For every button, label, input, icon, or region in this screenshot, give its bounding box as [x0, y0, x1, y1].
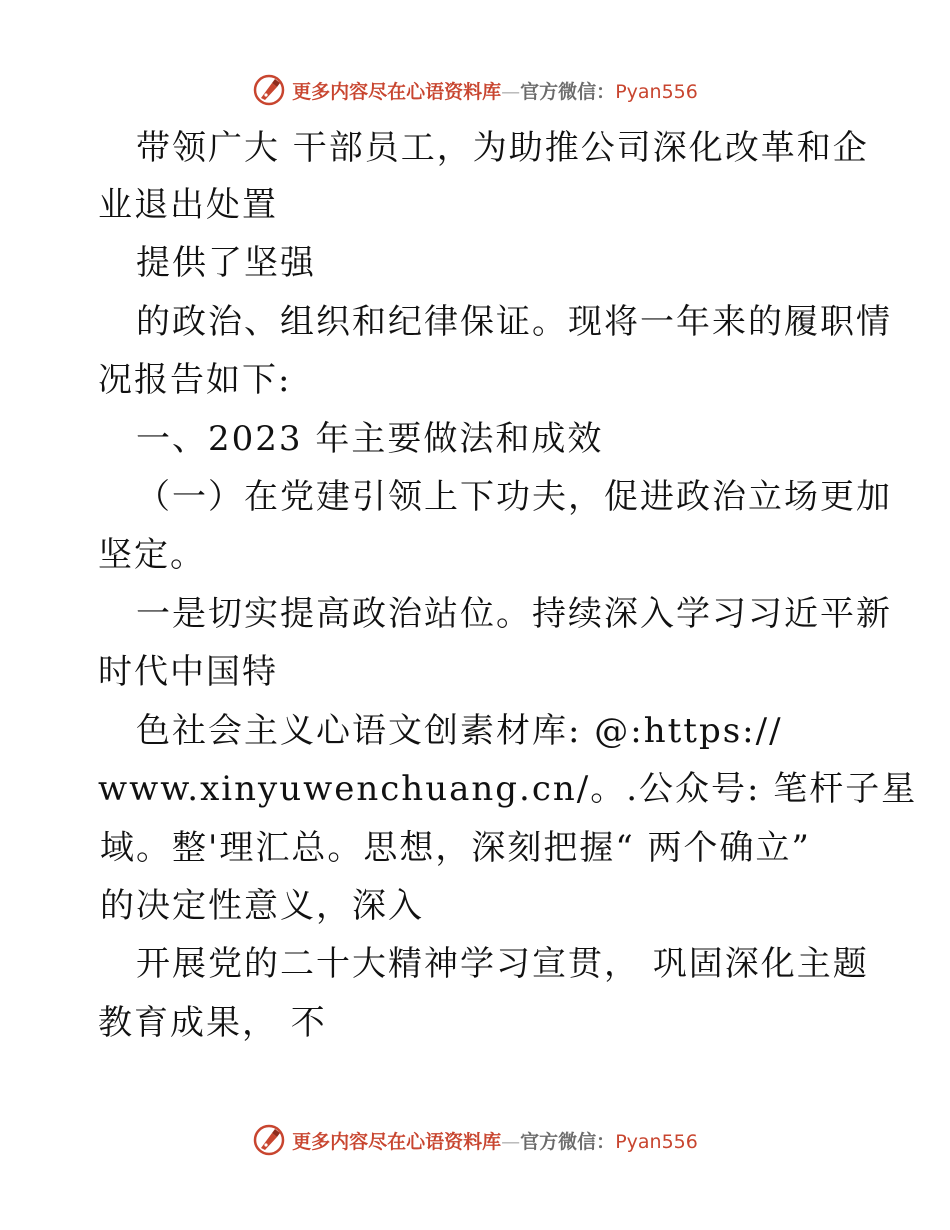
body-line: 开展党的二十大精神学习宣贯， 巩固深化主题 — [136, 944, 869, 984]
watermark-separator: — — [501, 80, 521, 103]
body-line: 一是切实提高政治站位。持续深入学习习近平新 — [136, 594, 892, 634]
body-line: 带领广大 干部员工，为助推公司深化改革和企 — [136, 128, 869, 168]
body-line: www.xinyuwenchuang.cn/。.公众号: 笔杆子星 — [98, 769, 918, 809]
body-line: 况报告如下: — [98, 360, 292, 400]
body-line: 业退出处置 — [98, 185, 278, 225]
watermark-separator: — — [501, 1130, 521, 1153]
body-line: 的政治、组织和纪律保证。现将一年来的履职情 — [136, 302, 892, 342]
watermark-site-text: 更多内容尽在心语资料库 — [292, 1130, 502, 1153]
subsection-heading: （一）在党建引领上下功夫，促进政治立场更加 — [136, 477, 892, 517]
body-line: 教育成果， 不 — [98, 1003, 327, 1043]
body-line: 域。整'理汇总。思想，深刻把握“ 两个确立” — [100, 828, 811, 868]
body-line: 坚定。 — [98, 535, 206, 575]
watermark-wechat-id: Pyan556 — [615, 1130, 698, 1153]
body-line: 色社会主义心语文创素材库: @:https:// — [136, 711, 783, 751]
watermark-wechat-label: 官方微信： — [520, 80, 616, 103]
body-line: 的决定性意义，深入 — [100, 886, 424, 926]
footer-watermark-banner — [0, 1120, 950, 1160]
pen-nib-logo-icon — [252, 1123, 286, 1157]
section-heading: 一、2023 年主要做法和成效 — [136, 419, 604, 459]
body-line: 提供了坚强 — [136, 243, 316, 283]
watermark-wechat-id: Pyan556 — [615, 80, 698, 103]
watermark-wechat-label: 官方微信： — [520, 1130, 616, 1153]
body-line: 时代中国特 — [98, 652, 278, 692]
watermark-site-text: 更多内容尽在心语资料库 — [292, 80, 502, 103]
